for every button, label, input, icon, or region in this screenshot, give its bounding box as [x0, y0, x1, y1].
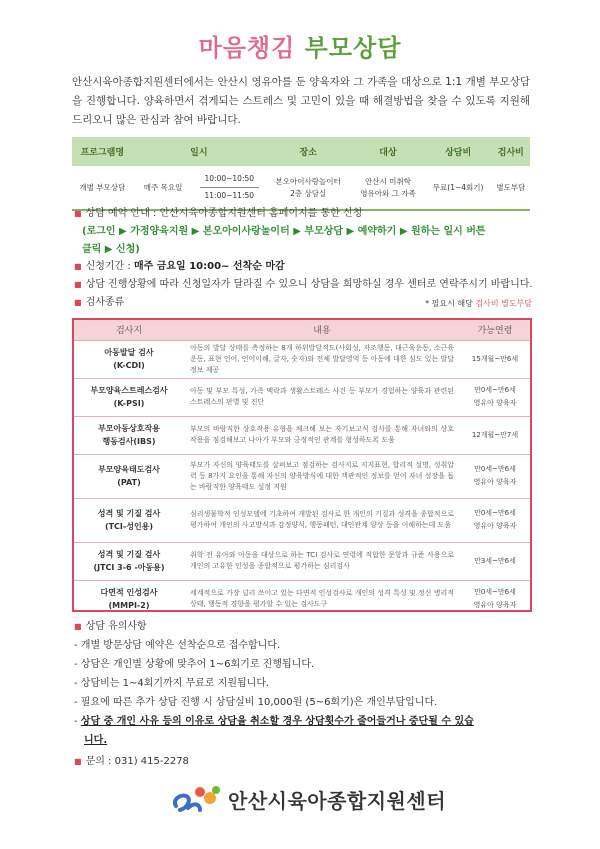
- test-name-line2: 행동검사(IBS): [102, 437, 156, 446]
- square-bullet-icon: ■: [74, 280, 82, 289]
- table-row: [74, 340, 530, 378]
- caution-item: - 필요에 따른 추가 상담 진행 시 상담실비 10,000원 (5~6회기)은 개인부담입니다.: [74, 697, 438, 708]
- table-row: [74, 498, 530, 542]
- reservation-path-line1: (로그인 ▶ 가정양육지원 ▶ 본오아이사랑놀이터 ▶ 부모상담 ▶ 예약하기 ▶ 원하는 일시 버튼: [82, 226, 486, 237]
- schedule-row: [72, 166, 530, 210]
- center-logo-icon: [170, 782, 222, 816]
- test-name-line2: (K-CDI): [113, 361, 145, 370]
- schedule-place: [265, 166, 351, 210]
- test-description: 아동의 발달 상태를 측정하는 8개 하위발달적도(사회성, 자조행동, 대근육운동, 소근육운동, 표현 언어, 언어이해, 글자, 숫자)와 전체 발달영역 등 아동에 대한 심도 있는 발달 정보 제공: [184, 340, 460, 378]
- reservation-notice: [74, 205, 544, 259]
- test-age: [460, 498, 530, 542]
- test-age-line1: 15개월~만6세: [471, 354, 519, 363]
- test-name-line1: 아동발달 검사: [104, 348, 154, 357]
- tests-table-box: [72, 318, 532, 612]
- schedule-header-test-fee: 검사비: [492, 137, 530, 166]
- title-part2: 부모상담: [304, 34, 402, 62]
- schedule-header-datetime: 일시: [133, 137, 265, 166]
- cautions-section: [74, 617, 544, 750]
- test-fee-note: [425, 298, 532, 309]
- period-value: 매주 금요일 10:00~ 선착순 마감: [133, 261, 285, 272]
- center-logo: [170, 782, 446, 816]
- schedule-day: 매주 목요일: [143, 182, 183, 192]
- test-name-line1: 다면적 인성검사: [100, 588, 158, 598]
- cautions-heading: [74, 617, 544, 636]
- cautions-label: 상담 유의사항: [85, 621, 147, 632]
- test-age-line1: 만3세~만6세: [474, 556, 516, 565]
- caution-item-strong: - 상담 중 개인 사유 등의 이유로 상담을 취소할 경우 상담횟수가 줄어들거나 중단될 수 있습: [74, 716, 474, 727]
- test-description: 취학 전 유아와 아동을 대상으로 하는 TCI 검사로 연령에 적합한 문항과 규준 사용으로 개인의 고유한 인성을 종합적으로 평가하는 심리검사: [184, 542, 460, 580]
- test-age-line1: 만0세~만6세: [474, 509, 516, 517]
- test-name: [74, 416, 184, 454]
- test-description: 부모가 자신의 양육태도를 살펴보고 점검하는 검사지로 지지표현, 합리적 설명, 성취압력 등 8가지 요인을 통해 자신의 양육방식에 대한 객관적인 정보를 얻어 자녀 성장을 돕는 바람직한 양육태도 설정 지원: [184, 454, 460, 498]
- schedule-fee: 무료(1~4회기): [425, 166, 492, 210]
- caution-strong-line1: 상담 중 개인 사유 등의 이유로 상담을 취소할 경우 상담횟수가 줄어들거나 중단될 수 있습: [80, 716, 474, 727]
- schedule-target: [351, 166, 424, 210]
- test-age-line1: 12개월~만7세: [471, 430, 519, 439]
- test-name-line1: 성격 및 기질 검사: [97, 550, 161, 559]
- tests-header-content: 내용: [184, 320, 460, 340]
- center-logo-name: 안산시육아종합지원센터: [228, 788, 447, 813]
- caution-item-strong-cont: [84, 731, 544, 750]
- test-age: [460, 340, 530, 378]
- schedule-datetime: [133, 166, 265, 210]
- test-name-line2: (MMPI-2): [108, 601, 150, 611]
- test-name: [74, 542, 184, 580]
- schedule-header-program: 프로그램명: [72, 137, 133, 166]
- test-age-line1: 만0세~만6세: [474, 588, 516, 597]
- reservation-label: 상담 예약 안내 : 안산시육아종합지원센터 홈페이지를 통한 신청: [85, 208, 363, 219]
- tests-header-age: 가능연령: [460, 320, 530, 340]
- square-bullet-icon: ■: [74, 622, 82, 631]
- test-name: [74, 580, 184, 618]
- test-age-line2: 영유아 양육자: [473, 478, 517, 486]
- square-bullet-icon: ■: [74, 757, 82, 766]
- test-name-line1: 성격 및 기질 검사: [97, 509, 161, 518]
- test-age-line2: 영유아 양육자: [473, 601, 517, 610]
- test-name: [74, 378, 184, 416]
- schedule-place-line1: 본오아이사랑놀이터: [275, 176, 341, 186]
- test-age: [460, 378, 530, 416]
- schedule-place-line2: 2층 상담실: [290, 188, 327, 198]
- reservation-path-line2: 클릭 ▶ 신청): [82, 244, 140, 255]
- test-name-line1: 부모양육스트레스검사: [90, 386, 168, 395]
- test-age-line1: 만0세~만6세: [474, 465, 516, 473]
- period-label: 신청기간 :: [85, 261, 134, 272]
- contact-text: 문의 : 031) 415-2278: [85, 756, 189, 767]
- test-description: 아동 및 부모 특성, 가족 맥락과 생활스트레스 사건 등 부모가 경험하는 양육과 관련된 스트레스의 판별 및 진단: [184, 378, 460, 416]
- schedule-target-line2: 영유아와 그 가족: [360, 188, 416, 198]
- tests-table: [74, 320, 530, 618]
- page-title: [0, 28, 600, 63]
- test-name-line2: (K-PSI): [113, 399, 145, 408]
- change-note: 상담 진행상황에 따라 신청일자가 달라질 수 있으니 상담을 희망하실 경우 센터로 연락주시기 바랍니다.: [85, 279, 533, 290]
- period-notice: [74, 258, 544, 276]
- caution-item: - 개별 방문상담 예약은 선착순으로 접수합니다.: [74, 640, 281, 651]
- table-row: [74, 454, 530, 498]
- test-age-line1: 만0세~만6세: [474, 386, 516, 394]
- table-row: [74, 378, 530, 416]
- change-notice: [74, 276, 544, 294]
- test-name: [74, 498, 184, 542]
- test-name-line1: 부모양육태도검사: [98, 465, 160, 474]
- schedule-header-target: 대상: [351, 137, 424, 166]
- tests-label: 검사종류: [85, 297, 125, 308]
- test-name-line2: (PAT): [117, 478, 141, 487]
- caution-item: - 상담비는 1~4회기까지 무료로 지원됩니다.: [74, 678, 270, 689]
- test-age: [460, 542, 530, 580]
- fee-note-red: 검사비 별도부담: [475, 299, 532, 308]
- test-description: 심리생물학적 인성모델에 기초하여 개발된 검사로 한 개인의 기질과 성격을 종합적으로 평가하여 개인의 사고방식과 감정양식, 행동패턴, 대인관계 양상 등을 이해하는데 도움: [184, 498, 460, 542]
- schedule-program: 개별 부모상담: [72, 166, 133, 210]
- schedule-header-fee: 상담비: [425, 137, 492, 166]
- table-row: [74, 542, 530, 580]
- test-age-line2: 영유아 양육자: [473, 399, 517, 407]
- square-bullet-icon: ■: [74, 209, 82, 218]
- test-age-line2: 영유아 양육자: [473, 522, 517, 530]
- test-description: 부모의 바람직한 상호작용 유형을 체크해 보는 자기보고식 검사를 통해 자녀와의 상호작용을 점검해보고 나아가 부모와 긍정적인 관계를 형성하도록 도움: [184, 416, 460, 454]
- square-bullet-icon: ■: [74, 262, 82, 271]
- test-age: [460, 454, 530, 498]
- test-name: [74, 340, 184, 378]
- test-age: [460, 580, 530, 618]
- fee-note-prefix: * 필요시 해당: [425, 299, 476, 308]
- test-name-line2: (TCI-성인용): [104, 522, 154, 531]
- tests-header-name: 검사지: [74, 320, 184, 340]
- schedule-target-line1: 안산시 미취학: [365, 176, 411, 186]
- caution-item: - 상담은 개인별 상황에 맞추어 1~6회기로 진행됩니다.: [74, 659, 315, 670]
- schedule-test-fee: 별도부담: [492, 166, 530, 210]
- test-name: [74, 454, 184, 498]
- table-row: [74, 416, 530, 454]
- schedule-time-1: 10:00~10:50: [204, 174, 255, 183]
- schedule-time-2: 11:00~11:50: [200, 187, 260, 202]
- intro-paragraph: 안산시육아종합지원센터에서는 안산시 영유아를 둔 양육자와 그 가족을 대상으로 1:1 개별 부모상담을 진행합니다. 양육하면서 겪게되는 스트레스 및 고민이 있을 때 해결방법을 찾을 수 있도록 지원해드리오니 많은 관심과 참여 바랍니다.: [72, 76, 530, 126]
- test-name-line2: (JTCI 3-6 -아동용): [93, 563, 165, 572]
- caution-strong-line2: 니다.: [84, 735, 108, 746]
- schedule-table: [72, 137, 530, 211]
- square-bullet-icon: ■: [74, 298, 82, 307]
- title-part1: 마음챙김: [198, 34, 296, 62]
- test-age: [460, 416, 530, 454]
- test-name-line1: 부모아동상호작용: [98, 424, 160, 433]
- schedule-header-place: 장소: [265, 137, 351, 166]
- test-description: 세계적으로 가장 널리 쓰이고 있는 다면적 인성검사로 개인의 성격 특성 및 정신 병리적 상태, 행동적 경향을 평가할 수 있는 검사도구: [190, 589, 454, 609]
- table-row: [74, 580, 530, 618]
- contact-line: [74, 752, 189, 767]
